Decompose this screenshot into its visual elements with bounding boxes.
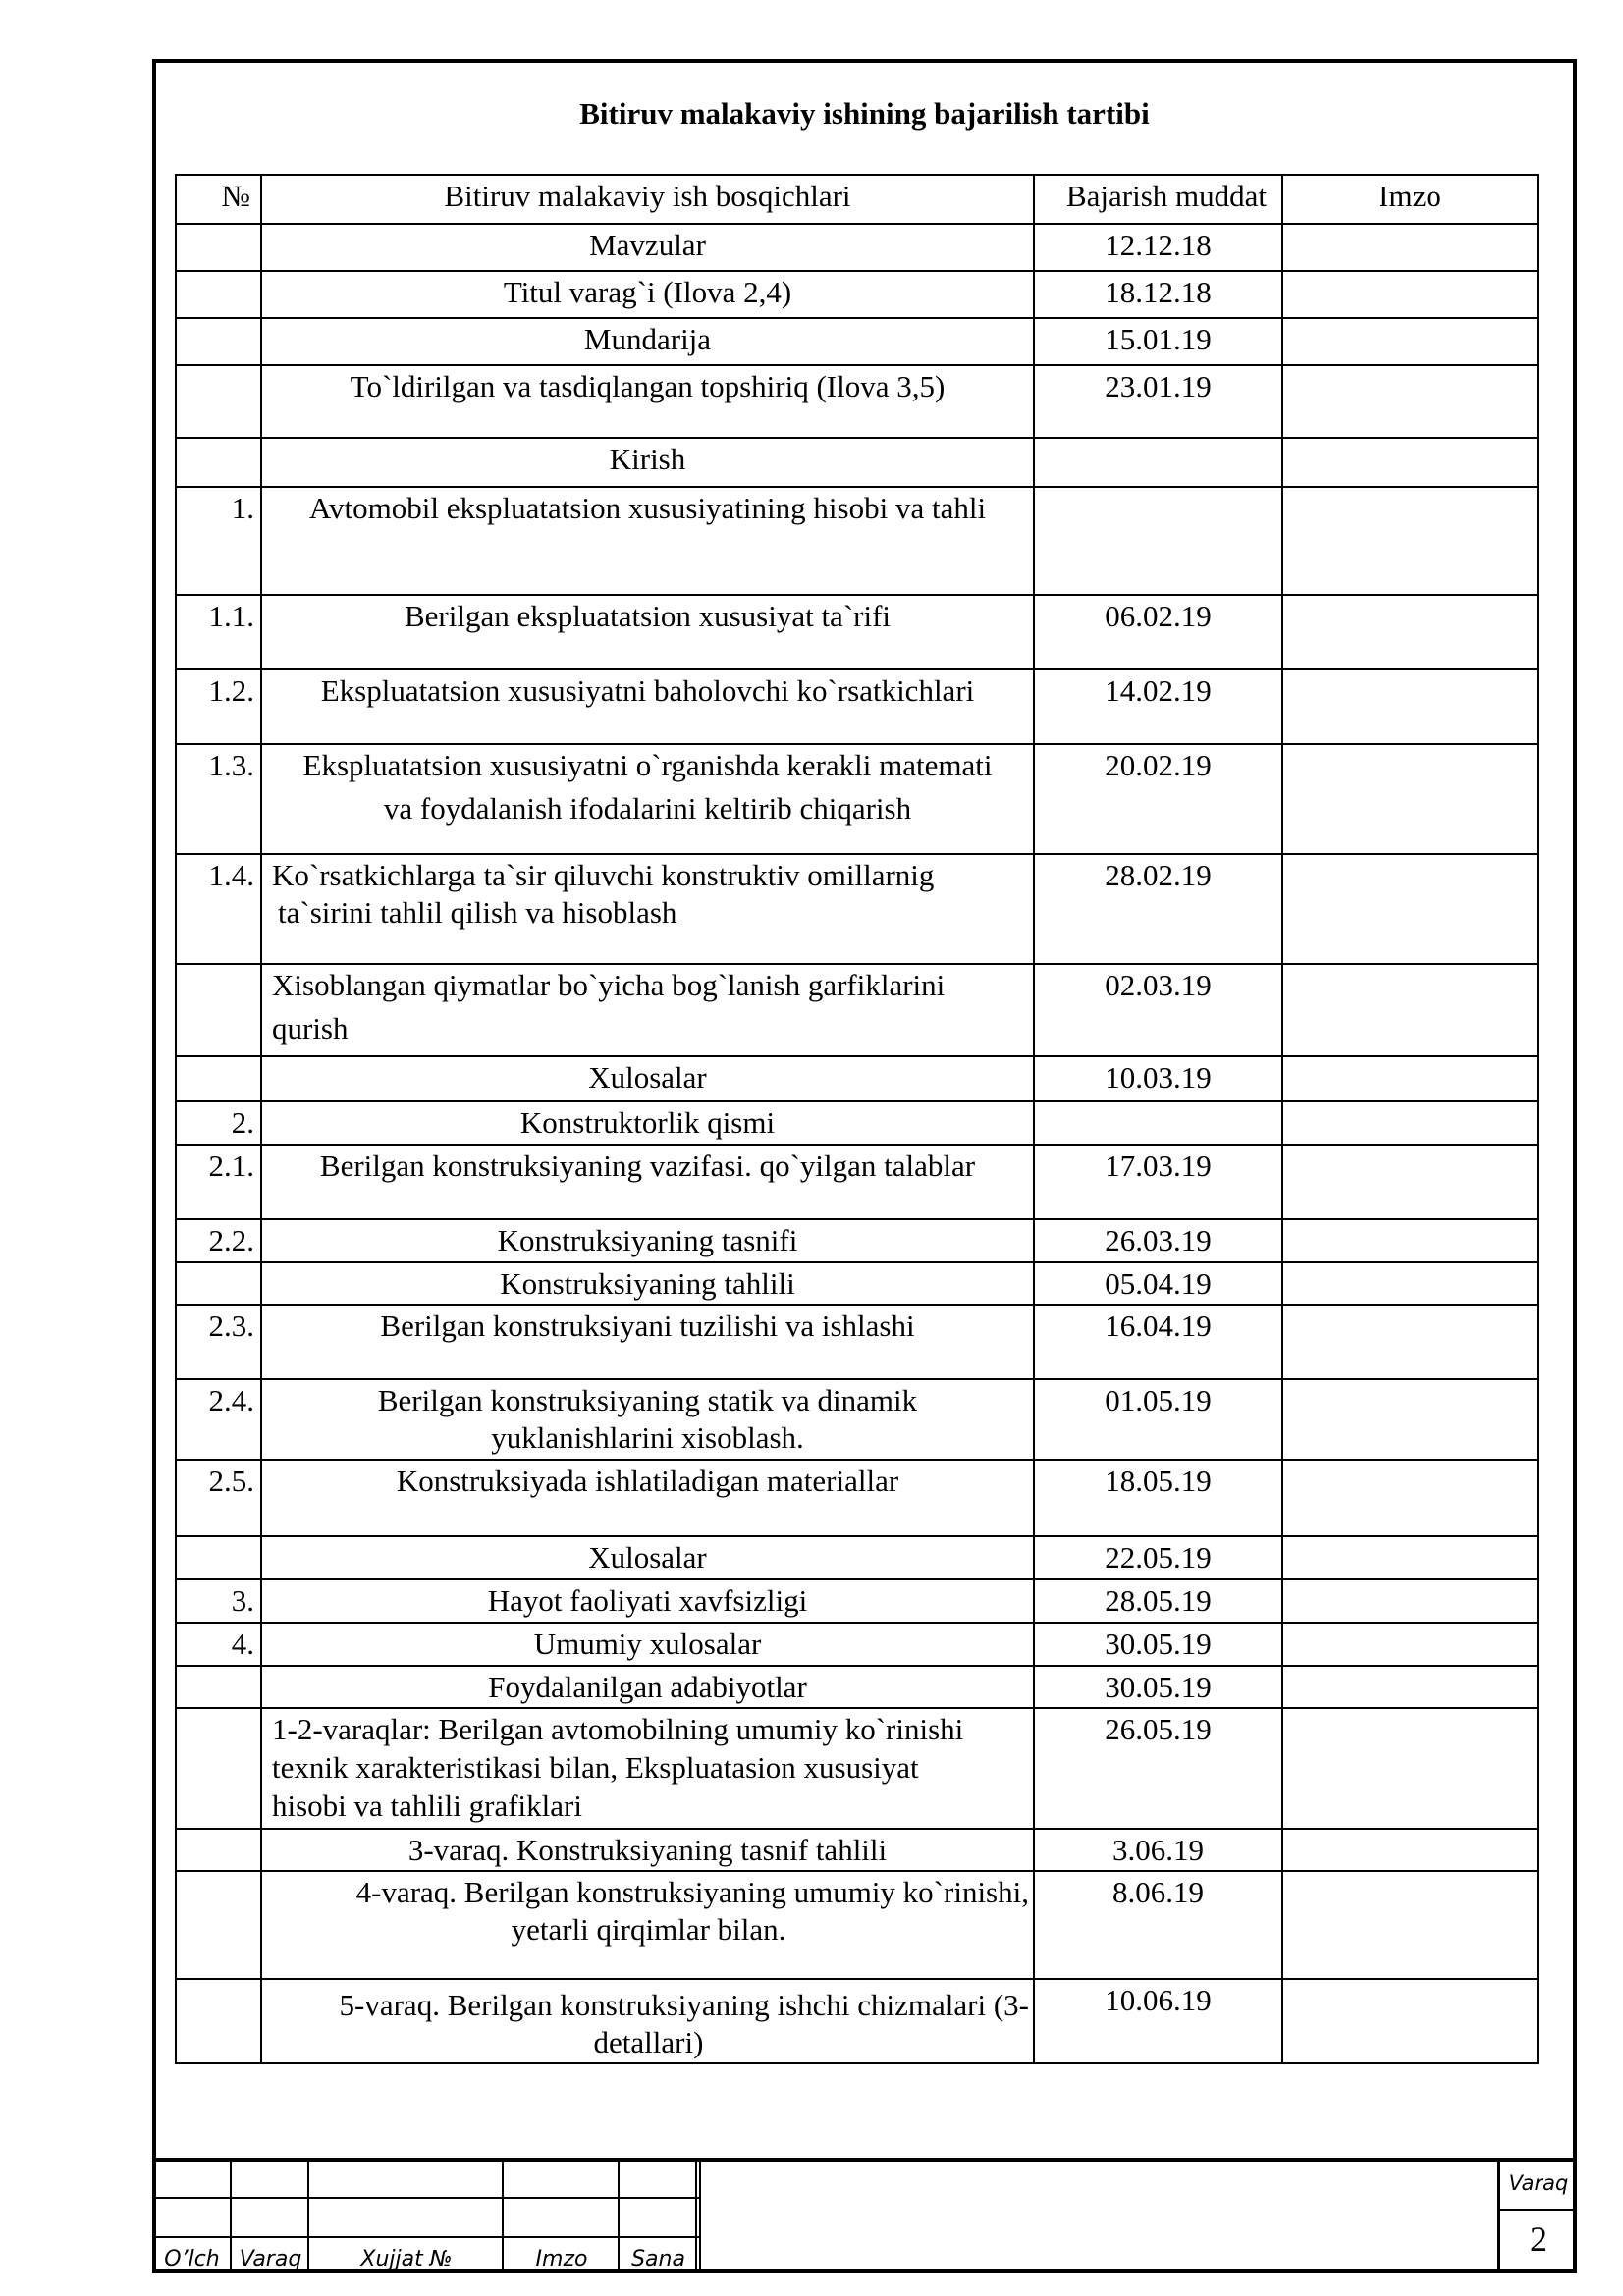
row-date: 20.02.19 bbox=[1034, 744, 1282, 854]
row-stage: Berilgan konstruksiyaning vazifasi. qo`yilgan talablar bbox=[261, 1145, 1034, 1219]
row-signature bbox=[1282, 1262, 1538, 1306]
row-date: 30.05.19 bbox=[1034, 1623, 1282, 1666]
row-num: 1.4. bbox=[176, 854, 261, 964]
row-signature bbox=[1282, 1219, 1538, 1262]
row-stage: Mundarija bbox=[261, 318, 1034, 365]
table-row bbox=[176, 1979, 1538, 2063]
sheet-number-box bbox=[1497, 2158, 1577, 2273]
row-signature bbox=[1282, 365, 1538, 438]
header-signature: Imzo bbox=[1282, 175, 1538, 224]
title-block bbox=[152, 2158, 1577, 2273]
row-date: 18.05.19 bbox=[1034, 1460, 1282, 1536]
row-signature bbox=[1282, 224, 1538, 271]
row-signature bbox=[1282, 1579, 1538, 1623]
row-date: 01.05.19 bbox=[1034, 1379, 1282, 1460]
row-stage-line: Ekspluatatsion xususiyatni o`rganishda kerakli matemati bbox=[302, 748, 993, 782]
table-row bbox=[176, 595, 1538, 669]
row-stage bbox=[261, 964, 1034, 1056]
row-num bbox=[176, 1979, 261, 2063]
row-date: 26.03.19 bbox=[1034, 1219, 1282, 1262]
table-row bbox=[176, 1056, 1538, 1101]
row-stage bbox=[261, 1979, 1034, 2063]
row-date: 26.05.19 bbox=[1034, 1708, 1282, 1828]
row-stage bbox=[261, 1379, 1034, 1460]
table-row bbox=[176, 1579, 1538, 1623]
row-stage bbox=[261, 1871, 1034, 1979]
row-signature bbox=[1282, 744, 1538, 854]
table-row bbox=[176, 1101, 1538, 1145]
document-title: Bitiruv malakaviy ishining bajarilish tartibi bbox=[579, 96, 1150, 131]
row-stage: Mavzular bbox=[261, 224, 1034, 271]
row-signature bbox=[1282, 669, 1538, 744]
row-num bbox=[176, 224, 261, 271]
row-signature bbox=[1282, 438, 1538, 487]
stamp-label-signature: Imzo bbox=[535, 2247, 588, 2271]
row-num: 3. bbox=[176, 1579, 261, 1623]
row-signature bbox=[1282, 1666, 1538, 1709]
row-num bbox=[176, 365, 261, 438]
table-row bbox=[176, 1262, 1538, 1306]
row-signature bbox=[1282, 1979, 1538, 2063]
row-num: 1. bbox=[176, 487, 261, 595]
table-row bbox=[176, 365, 1538, 438]
row-date: 28.05.19 bbox=[1034, 1579, 1282, 1623]
row-stage-line: Ko`rsatkichlarga ta`sir qiluvchi konstruktiv omillarnig bbox=[272, 858, 935, 892]
header-num: № bbox=[176, 175, 261, 224]
row-date: 12.12.18 bbox=[1034, 224, 1282, 271]
row-signature bbox=[1282, 964, 1538, 1056]
table-row bbox=[176, 1829, 1538, 1872]
row-num: 1.1. bbox=[176, 595, 261, 669]
header-stage: Bitiruv malakaviy ish bosqichlari bbox=[261, 175, 1034, 224]
row-signature bbox=[1282, 1305, 1538, 1379]
row-date: 28.02.19 bbox=[1034, 854, 1282, 964]
row-stage: Berilgan konstruksiyani tuzilishi va ishlashi bbox=[261, 1305, 1034, 1379]
row-date bbox=[1034, 1101, 1282, 1145]
row-signature bbox=[1282, 1829, 1538, 1872]
stamp-label-date: Sana bbox=[631, 2247, 685, 2271]
sheet-label: Varaq bbox=[1508, 2171, 1569, 2195]
row-stage-line: 5-varaq. Berilgan konstruksiyaning ishchi chizmalari (3- bbox=[339, 1987, 1029, 2022]
row-stage-line: ta`sirini tahlil qilish va hisoblash bbox=[278, 894, 677, 930]
row-stage: Berilgan ekspluatatsion xususiyat ta`rifi bbox=[261, 595, 1034, 669]
row-num: 2.4. bbox=[176, 1379, 261, 1460]
row-signature bbox=[1282, 487, 1538, 595]
row-stage: To`ldirilgan va tasdiqlangan topshiriq (Ilova 3,5) bbox=[261, 365, 1034, 438]
row-date: 23.01.19 bbox=[1034, 365, 1282, 438]
table-row bbox=[176, 1871, 1538, 1979]
row-signature bbox=[1282, 1871, 1538, 1979]
row-num: 2. bbox=[176, 1101, 261, 1145]
row-signature bbox=[1282, 854, 1538, 964]
row-stage-line: hisobi va tahlili grafiklari bbox=[272, 1788, 582, 1823]
row-signature bbox=[1282, 1101, 1538, 1145]
sheet-number: 2 bbox=[1530, 2219, 1547, 2259]
row-stage: Umumiy xulosalar bbox=[261, 1623, 1034, 1666]
table-row bbox=[176, 964, 1538, 1056]
row-date: 16.04.19 bbox=[1034, 1305, 1282, 1379]
row-signature bbox=[1282, 1536, 1538, 1579]
row-date: 15.01.19 bbox=[1034, 318, 1282, 365]
schedule-table bbox=[175, 174, 1539, 2064]
row-stage: Konstruksiyaning tasnifi bbox=[261, 1219, 1034, 1262]
row-stage-line: va foydalanish ifodalarini keltirib chiqarish bbox=[383, 790, 912, 826]
stamp-label-document-number: Xujjat № bbox=[360, 2247, 453, 2271]
table-row bbox=[176, 1536, 1538, 1579]
row-date: 22.05.19 bbox=[1034, 1536, 1282, 1579]
table-row bbox=[176, 669, 1538, 744]
row-date: 06.02.19 bbox=[1034, 595, 1282, 669]
row-num bbox=[176, 1871, 261, 1979]
row-num bbox=[176, 1829, 261, 1872]
row-signature bbox=[1282, 318, 1538, 365]
table-row bbox=[176, 744, 1538, 854]
row-stage-line: yetarli qirqimlar bilan. bbox=[511, 1912, 786, 1948]
row-signature bbox=[1282, 1623, 1538, 1666]
row-date: 10.06.19 bbox=[1034, 1979, 1282, 2063]
row-num bbox=[176, 1262, 261, 1306]
row-num: 2.3. bbox=[176, 1305, 261, 1379]
row-signature bbox=[1282, 271, 1538, 318]
row-signature bbox=[1282, 1145, 1538, 1219]
table-row bbox=[176, 1666, 1538, 1709]
row-num bbox=[176, 1666, 261, 1709]
row-date: 8.06.19 bbox=[1034, 1871, 1282, 1979]
row-date: 3.06.19 bbox=[1034, 1829, 1282, 1872]
row-num bbox=[176, 1708, 261, 1828]
table-row bbox=[176, 1623, 1538, 1666]
row-date: 17.03.19 bbox=[1034, 1145, 1282, 1219]
row-stage-line: yuklanishlarini xisoblash. bbox=[491, 1420, 804, 1456]
table-row bbox=[176, 438, 1538, 487]
table-row bbox=[176, 1305, 1538, 1379]
row-date: 18.12.18 bbox=[1034, 271, 1282, 318]
row-stage bbox=[261, 854, 1034, 964]
row-num: 1.2. bbox=[176, 669, 261, 744]
row-date: 10.03.19 bbox=[1034, 1056, 1282, 1101]
stamp-column bbox=[697, 2162, 701, 2273]
table-row bbox=[176, 1219, 1538, 1262]
row-num bbox=[176, 1056, 261, 1101]
row-signature bbox=[1282, 1460, 1538, 1536]
table-row bbox=[176, 318, 1538, 365]
header-deadline: Bajarish muddat bbox=[1034, 175, 1282, 224]
row-num: 4. bbox=[176, 1623, 261, 1666]
row-stage: Avtomobil ekspluatatsion xususiyatining hisobi va tahli bbox=[261, 487, 1034, 595]
row-stage: Hayot faoliyati xavfsizligi bbox=[261, 1579, 1034, 1623]
table-header-row bbox=[176, 175, 1538, 224]
table-row bbox=[176, 1708, 1538, 1828]
table-row bbox=[176, 1460, 1538, 1536]
row-stage: Xulosalar bbox=[261, 1536, 1034, 1579]
table-row bbox=[176, 1379, 1538, 1460]
row-signature bbox=[1282, 1708, 1538, 1828]
stamp-label-varaq: Varaq bbox=[239, 2247, 302, 2271]
row-num bbox=[176, 271, 261, 318]
row-stage bbox=[261, 1708, 1034, 1828]
row-stage: 3-varaq. Konstruksiyaning tasnif tahlili bbox=[261, 1829, 1034, 1872]
row-date bbox=[1034, 487, 1282, 595]
row-date: 30.05.19 bbox=[1034, 1666, 1282, 1709]
row-stage-line: 4-varaq. Berilgan konstruksiyaning umumiy ko`rinishi, bbox=[355, 1875, 1029, 1910]
row-stage: Foydalanilgan adabiyotlar bbox=[261, 1666, 1034, 1709]
row-stage: Konstruktorlik qismi bbox=[261, 1101, 1034, 1145]
row-num bbox=[176, 438, 261, 487]
stamp-row-line bbox=[152, 2236, 699, 2238]
row-stage bbox=[261, 744, 1034, 854]
table-row bbox=[176, 854, 1538, 964]
table-row bbox=[176, 487, 1538, 595]
row-num bbox=[176, 964, 261, 1056]
row-num: 2.5. bbox=[176, 1460, 261, 1536]
row-stage: Titul varag`i (Ilova 2,4) bbox=[261, 271, 1034, 318]
row-date bbox=[1034, 438, 1282, 487]
row-stage-line: Xisoblangan qiymatlar bo`yicha bog`lanish garfiklarini bbox=[272, 968, 946, 1002]
row-stage-line: detallari) bbox=[593, 2024, 704, 2059]
table-row bbox=[176, 224, 1538, 271]
row-num: 2.1. bbox=[176, 1145, 261, 1219]
row-stage-line: 1-2-varaqlar: Berilgan avtomobilning umumiy ko`rinishi bbox=[272, 1712, 964, 1747]
row-stage: Xulosalar bbox=[261, 1056, 1034, 1101]
row-stage: Ekspluatatsion xususiyatni baholovchi ko`rsatkichlari bbox=[261, 669, 1034, 744]
sheet-divider bbox=[1500, 2209, 1577, 2211]
row-stage: Kirish bbox=[261, 438, 1034, 487]
row-stage-line: qurish bbox=[272, 1010, 349, 1045]
row-num bbox=[176, 318, 261, 365]
row-num: 2.2. bbox=[176, 1219, 261, 1262]
row-signature bbox=[1282, 1056, 1538, 1101]
row-stage: Konstruksiyada ishlatiladigan materiallar bbox=[261, 1460, 1034, 1536]
table-row bbox=[176, 271, 1538, 318]
row-date: 02.03.19 bbox=[1034, 964, 1282, 1056]
row-num: 1.3. bbox=[176, 744, 261, 854]
row-date: 14.02.19 bbox=[1034, 669, 1282, 744]
stamp-row-line bbox=[152, 2197, 699, 2199]
row-signature bbox=[1282, 595, 1538, 669]
stamp-label-olch: O’lch bbox=[164, 2247, 220, 2271]
row-stage: Konstruksiyaning tahlili bbox=[261, 1262, 1034, 1306]
row-stage-line: texnik xarakteristikasi bilan, Ekspluatasion xususiyat bbox=[272, 1750, 919, 1786]
row-stage-line: Berilgan konstruksiyaning statik va dinamik bbox=[377, 1383, 918, 1418]
row-date: 05.04.19 bbox=[1034, 1262, 1282, 1306]
row-signature bbox=[1282, 1379, 1538, 1460]
row-num bbox=[176, 1536, 261, 1579]
table-row bbox=[176, 1145, 1538, 1219]
